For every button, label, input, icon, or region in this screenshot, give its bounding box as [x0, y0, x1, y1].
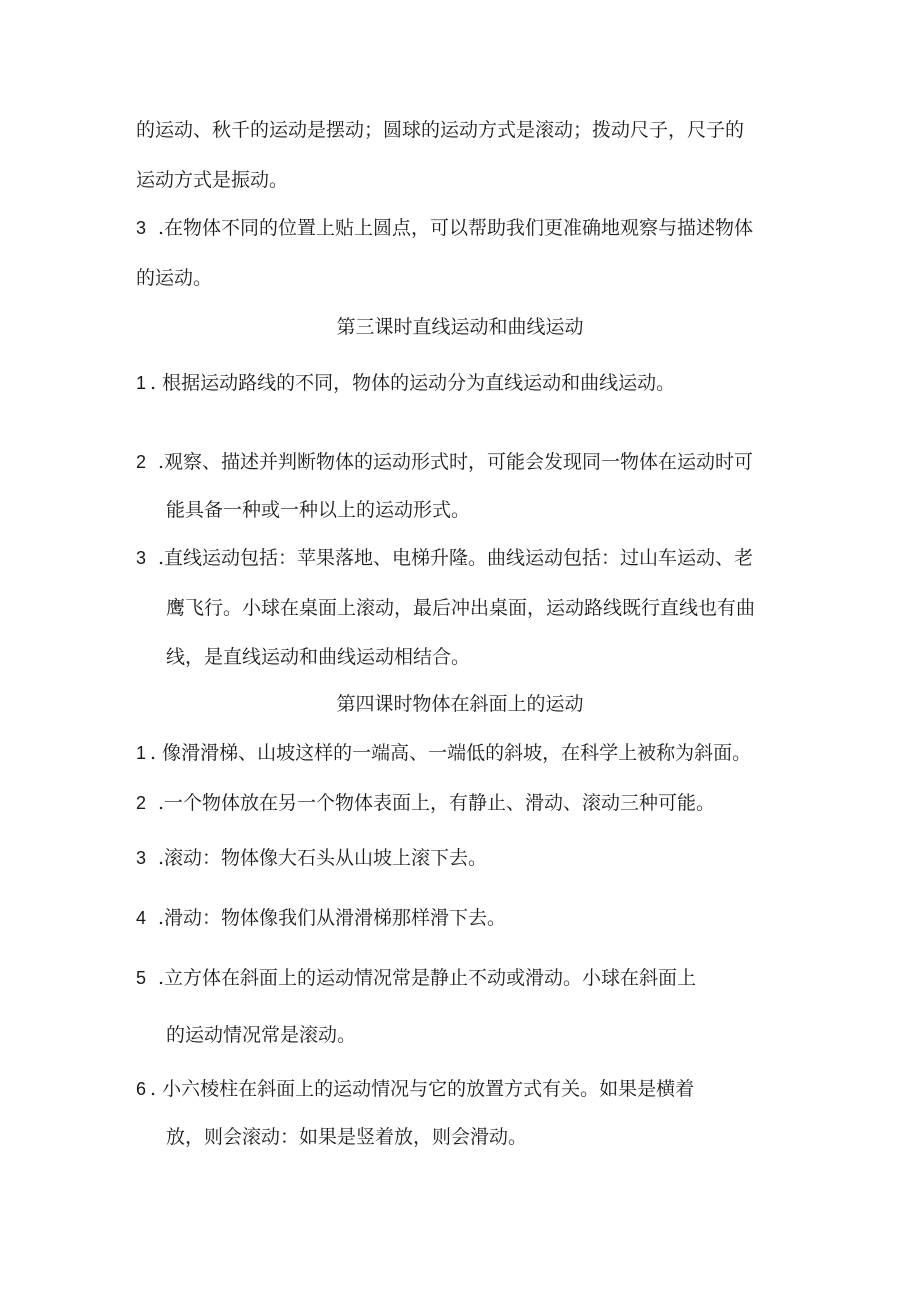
item-number: 5 — [136, 968, 147, 988]
paragraph-line: 线，是直线运动和曲线运动相结合。 — [166, 646, 471, 668]
item-number: 3 — [136, 848, 147, 868]
item-number: 6 — [136, 1079, 147, 1099]
paragraph-line: . 像滑滑梯、山坡这样的一端高、一端低的斜坡，在科学上被称为斜面。 — [150, 742, 752, 764]
paragraph-line: 的运动。 — [136, 267, 213, 289]
item-number: 1 — [136, 373, 147, 393]
section-title: 第三课时直线运动和曲线运动 — [336, 316, 584, 338]
paragraph-line: .立方体在斜面上的运动情况常是静止不动或滑动。小球在斜面上 — [158, 967, 697, 989]
paragraph-line: 的运动情况常是滚动。 — [166, 1024, 357, 1046]
paragraph-line: 放，则会滚动：如果是竖着放，则会滑动。 — [166, 1126, 528, 1148]
paragraph-line: 运动方式是振动。 — [136, 169, 289, 191]
item-number: 2 — [136, 793, 147, 813]
paragraph-line: . 小六棱柱在斜面上的运动情况与它的放置方式有关。如果是横着 — [150, 1078, 695, 1100]
paragraph-line: .滚动：物体像大石头从山坡上滚下去。 — [158, 847, 488, 869]
section-title: 第四课时物体在斜面上的运动 — [336, 693, 584, 715]
paragraph-line: . 根据运动路线的不同，物体的运动分为直线运动和曲线运动。 — [150, 372, 676, 394]
paragraph-line: 能具备一种或一种以上的运动形式。 — [166, 499, 471, 521]
paragraph-line: 的运动、秋千的运动是摆动；圆球的运动方式是滚动；拨动尺子，尺子的 — [136, 119, 745, 141]
item-number: 3 — [136, 548, 147, 568]
paragraph-line: .一个物体放在另一个物体表面上，有静止、滑动、滚动三种可能。 — [158, 792, 716, 814]
paragraph-line: .观察、描述并判断物体的运动形式时，可能会发现同一物体在运动时可 — [158, 451, 754, 473]
item-number: 4 — [136, 908, 147, 928]
paragraph-line: 鹰飞行。小球在桌面上滚动，最后冲出桌面，运动路线既行直线也有曲 — [166, 597, 756, 619]
item-number: 3 — [136, 218, 147, 238]
paragraph-line: .直线运动包括：苹果落地、电梯升隆。曲线运动包括：过山车运动、老 — [158, 547, 754, 569]
paragraph-line: .在物体不同的位置上贴上圆点，可以帮助我们更准确地观察与描述物体 — [158, 217, 754, 239]
paragraph-line: .滑动：物体像我们从滑滑梯那样滑下去。 — [158, 907, 507, 929]
item-number: 2 — [136, 452, 147, 472]
item-number: 1 — [136, 743, 147, 763]
